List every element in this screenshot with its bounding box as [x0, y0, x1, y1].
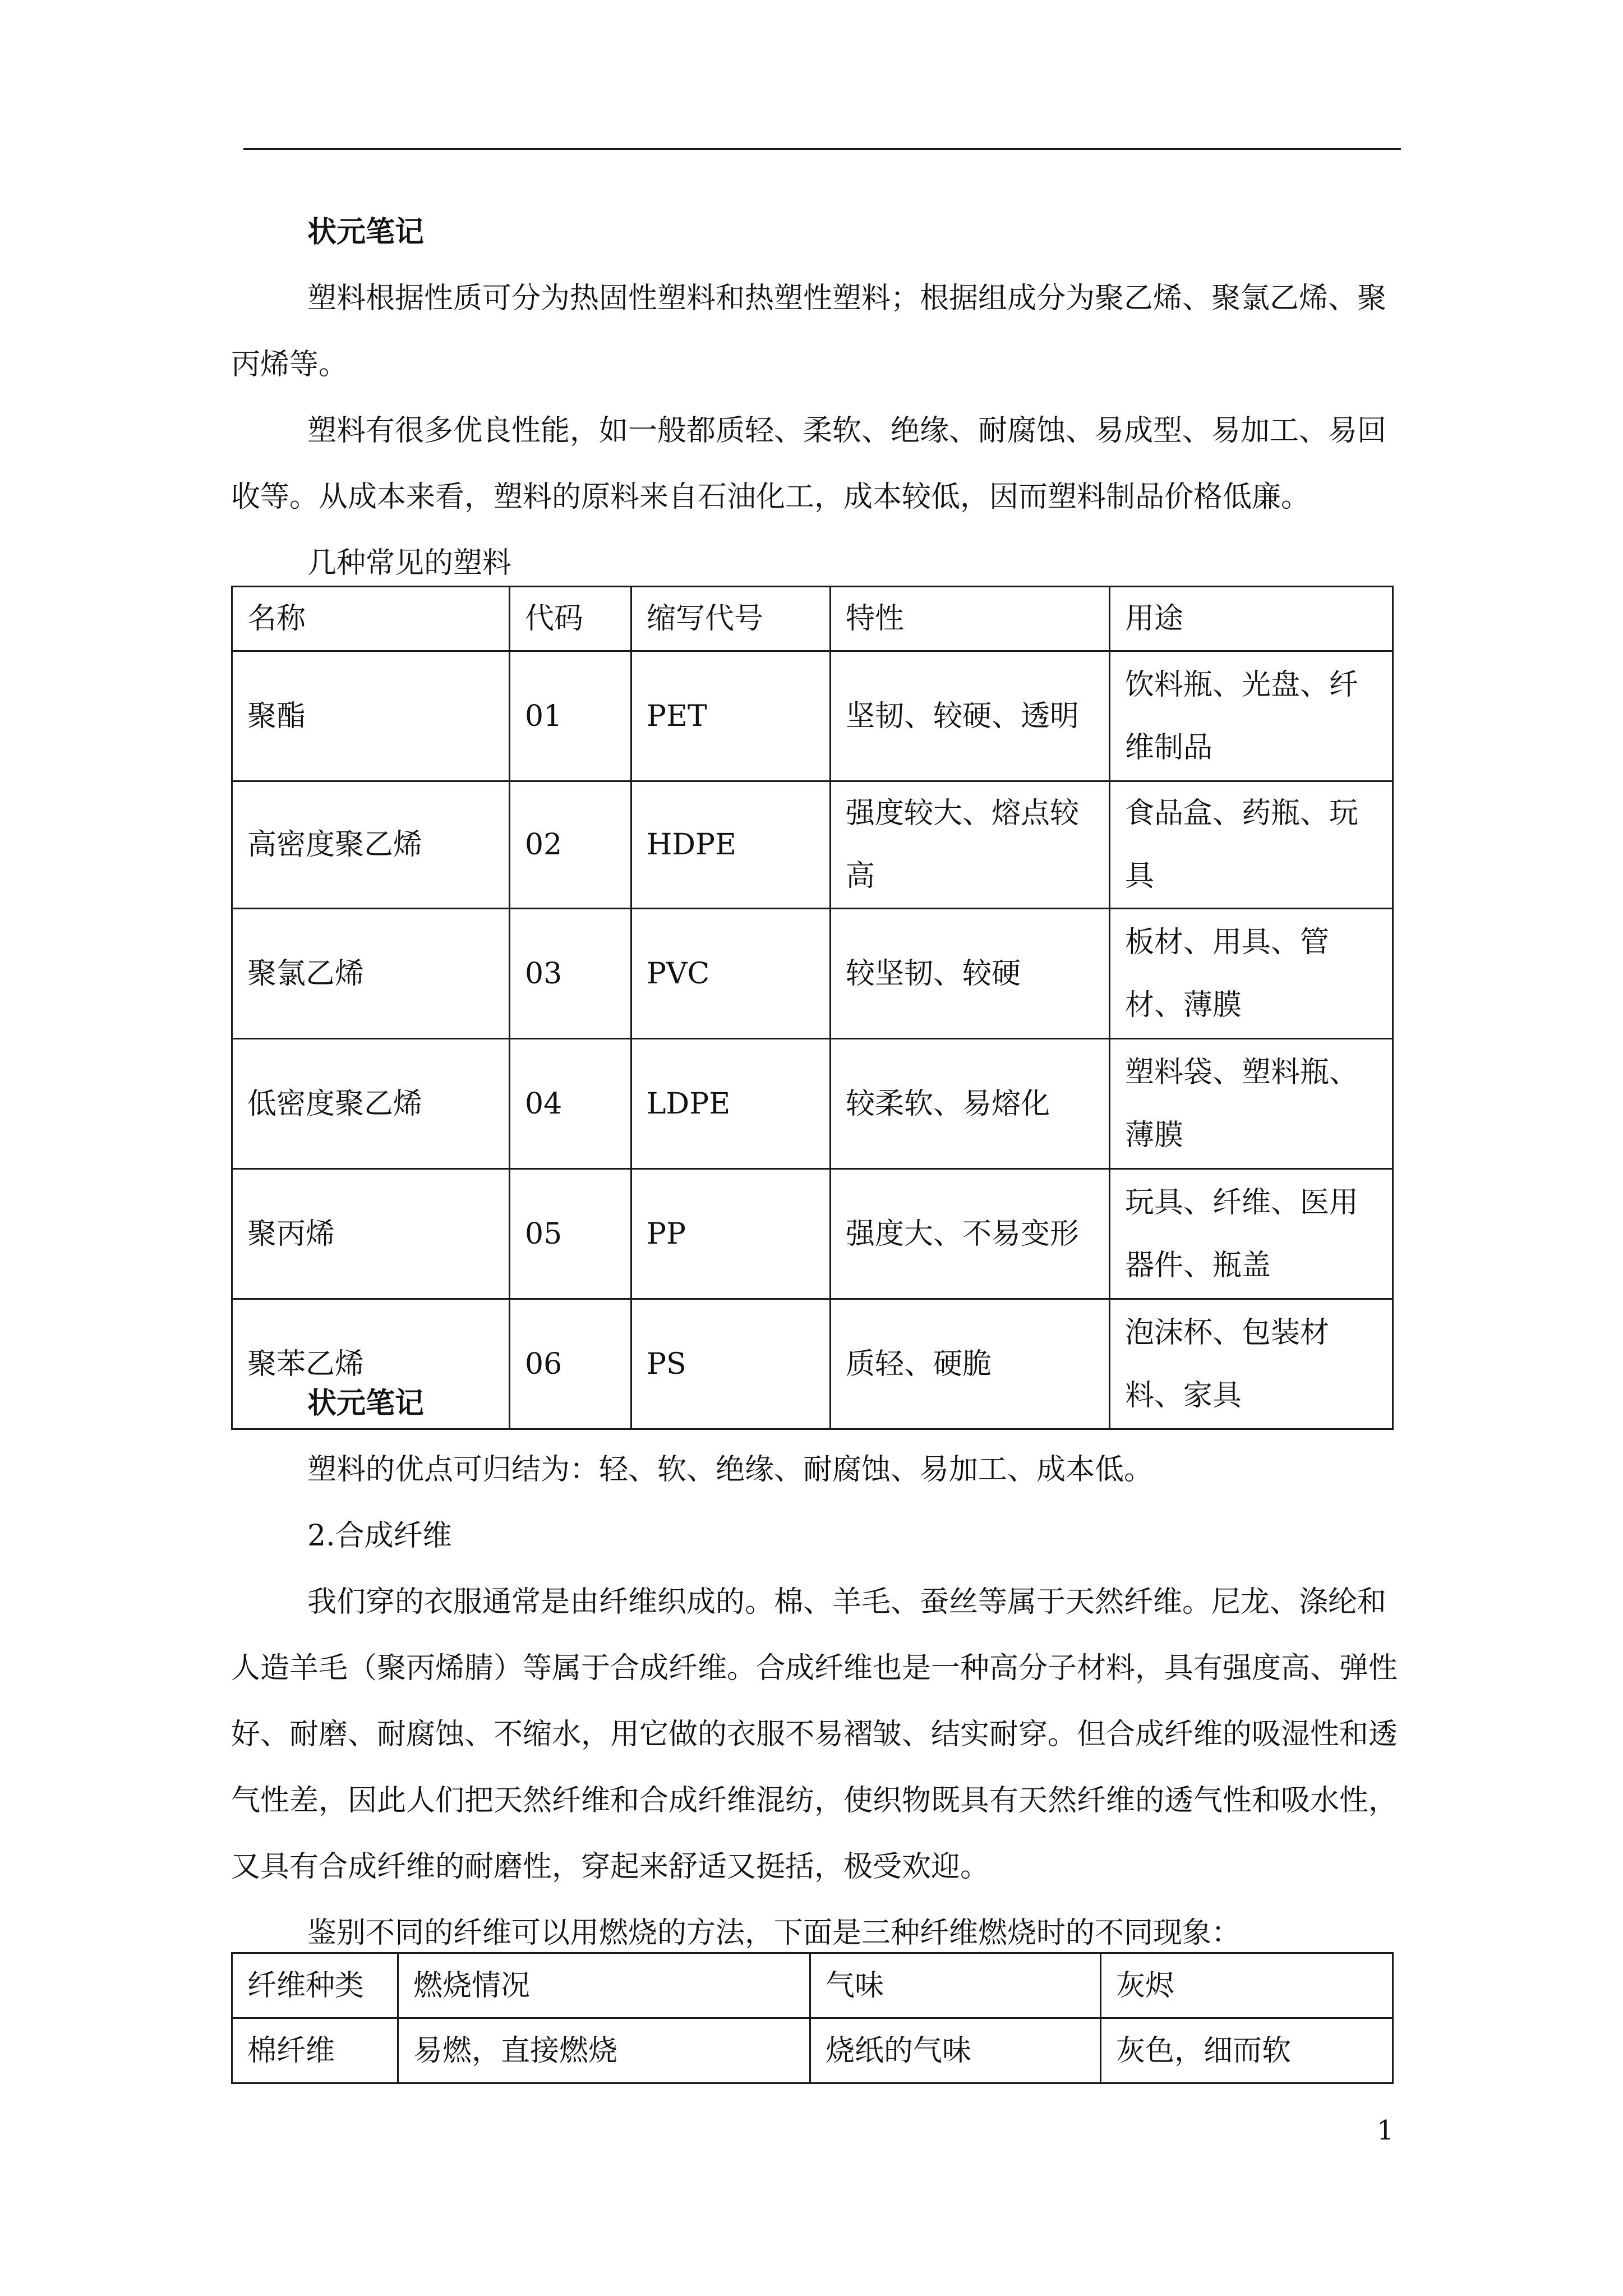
- paragraph: 塑料有很多优良性能，如一般都质轻、柔软、绝缘、耐腐蚀、易成型、易加工、易回收等。从成本来看，塑料的原料来自石油化工，成本较低，因而塑料制品价格低廉。: [231, 414, 1387, 514]
- paragraph: 塑料的优点可归结为：轻、软、绝缘、耐腐蚀、易加工、成本低。: [307, 1453, 1154, 1487]
- table-cell: 灰色，细而软: [1101, 2018, 1393, 2083]
- table-header-row: [232, 1953, 1393, 2018]
- table-caption: 几种常见的塑料: [307, 546, 512, 580]
- table-cell: 烧纸的气味: [810, 2018, 1101, 2083]
- table-cell: 01: [510, 651, 631, 781]
- header-cell: 纤维种类: [232, 1953, 398, 2018]
- table-row: [232, 781, 1393, 909]
- header-cell: 代码: [510, 587, 631, 651]
- plastics-table: [231, 586, 1394, 1430]
- table-header-row: [232, 587, 1393, 651]
- fiber-table-wrap: [231, 1952, 1414, 2084]
- plastics-table-wrap: [231, 586, 1414, 1430]
- table-row: [232, 2018, 1393, 2083]
- section-title: 2.合成纤维: [307, 1519, 452, 1553]
- table-cell: 饮料瓶、光盘、纤维制品: [1110, 651, 1393, 781]
- table-cell: 聚酯: [232, 651, 510, 781]
- fiber-table: [231, 1952, 1394, 2084]
- header-cell: 燃烧情况: [398, 1953, 810, 2018]
- table-cell: 强度大、不易变形: [831, 1169, 1110, 1299]
- table-cell: LDPE: [631, 1039, 831, 1169]
- header-cell: 名称: [232, 587, 510, 651]
- table-cell: 高密度聚乙烯: [232, 781, 510, 909]
- table-cell: 聚氯乙烯: [232, 909, 510, 1039]
- table-cell: 低密度聚乙烯: [232, 1039, 510, 1169]
- table-cell: 较柔软、易熔化: [831, 1039, 1110, 1169]
- note-heading: 状元笔记: [307, 215, 425, 249]
- paragraph: 我们穿的衣服通常是由纤维织成的。棉、羊毛、蚕丝等属于天然纤维。尼龙、涤纶和人造羊毛（聚丙烯腈）等属于合成纤维。合成纤维也是一种高分子材料，具有强度高、弹性好、耐磨、耐腐蚀、不缩水，用它做的衣服不易褶皱、结实耐穿。但合成纤维的吸湿性和透气性差，因此人们把天然纤维和合成纤维混纺，使织物既具有天然纤维的透气性和吸水性，又具有合成纤维的耐磨性，穿起来舒适又挺括，极受欢迎。: [231, 1585, 1398, 1884]
- table-cell: PP: [631, 1169, 831, 1299]
- header-cell: 缩写代号: [631, 587, 831, 651]
- table-cell: 食品盒、药瓶、玩具: [1110, 781, 1393, 909]
- table-cell: 玩具、纤维、医用器件、瓶盖: [1110, 1169, 1393, 1299]
- header-cell: 灰烬: [1101, 1953, 1393, 2018]
- header-rule: [243, 148, 1401, 150]
- table-cell: PET: [631, 651, 831, 781]
- table-row: [232, 651, 1393, 781]
- table-cell: 棉纤维: [232, 2018, 398, 2083]
- table-cell: 易燃，直接燃烧: [398, 2018, 810, 2083]
- table-row: [232, 909, 1393, 1039]
- table-cell: 坚韧、较硬、透明: [831, 651, 1110, 781]
- note-section-1: [231, 199, 1414, 596]
- table-cell: PVC: [631, 909, 831, 1039]
- paragraph: 塑料根据性质可分为热固性塑料和热塑性塑料；根据组成分为聚乙烯、聚氯乙烯、聚丙烯等。: [231, 282, 1387, 381]
- table-cell: 06: [510, 1299, 631, 1429]
- table-cell: HDPE: [631, 781, 831, 909]
- table-cell: 03: [510, 909, 631, 1039]
- table-cell: 塑料袋、塑料瓶、薄膜: [1110, 1039, 1393, 1169]
- table-cell: 泡沫杯、包装材料、家具: [1110, 1299, 1393, 1429]
- table-cell: 较坚韧、较硬: [831, 909, 1110, 1039]
- header-cell: 气味: [810, 1953, 1101, 2018]
- header-cell: 特性: [831, 587, 1110, 651]
- page-number: 1: [1377, 2115, 1394, 2146]
- note-heading: 状元笔记: [307, 1386, 425, 1420]
- table-cell: 04: [510, 1039, 631, 1169]
- table-row: [232, 1039, 1393, 1169]
- table-row: [232, 1169, 1393, 1299]
- table-cell: 聚丙烯: [232, 1169, 510, 1299]
- paragraph: 鉴别不同的纤维可以用燃烧的方法，下面是三种纤维燃烧时的不同现象：: [307, 1916, 1241, 1950]
- table-cell: 02: [510, 781, 631, 909]
- header-cell: 用途: [1110, 587, 1393, 651]
- table-cell: 聚苯乙烯: [232, 1299, 510, 1429]
- table-cell: 板材、用具、管材、薄膜: [1110, 909, 1393, 1039]
- table-cell: 强度较大、熔点较高: [831, 781, 1110, 909]
- table-cell: 质轻、硬脆: [831, 1299, 1110, 1429]
- table-cell: PS: [631, 1299, 831, 1429]
- table-cell: 05: [510, 1169, 631, 1299]
- note-section-2: [231, 1370, 1414, 1966]
